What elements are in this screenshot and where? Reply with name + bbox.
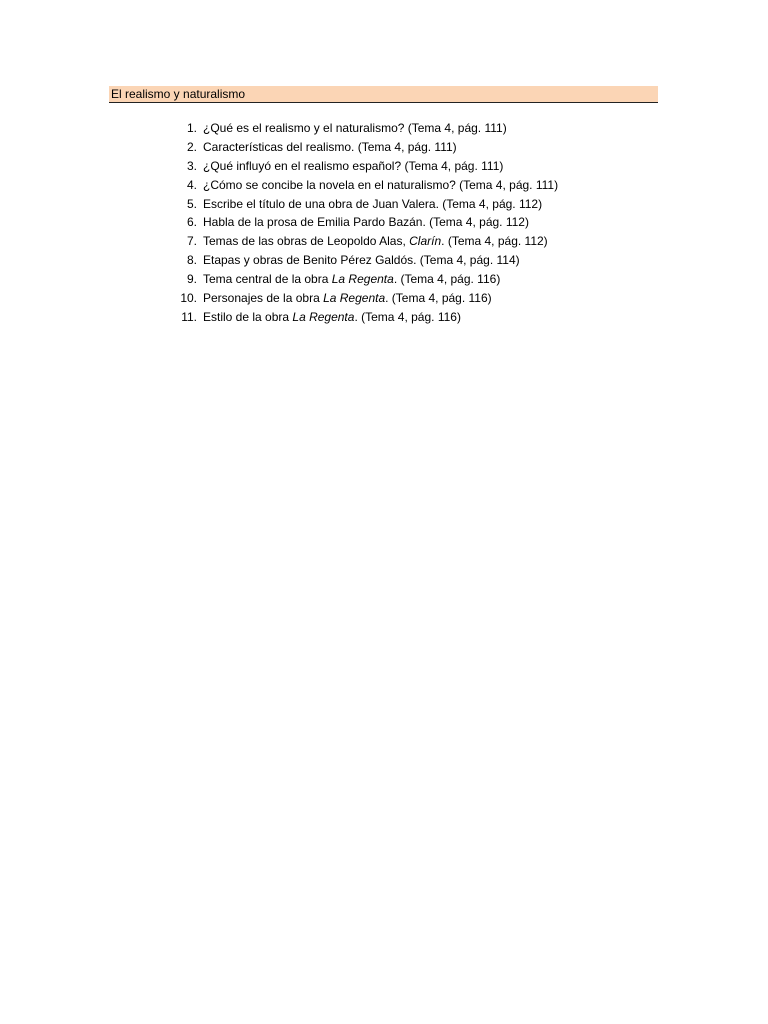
question-item (168, 270, 628, 289)
question-item (168, 157, 628, 176)
question-item (168, 308, 628, 327)
question-number: 10. (180, 291, 197, 306)
question-item (168, 176, 628, 195)
question-text: Habla de la prosa de Emilia Pardo Bazán. (Tema 4, pág. 112) (203, 215, 529, 230)
italic-title: La Regenta (331, 272, 394, 287)
italic-title: Clarín (409, 234, 442, 249)
question-item (168, 119, 628, 138)
question-item (168, 195, 628, 214)
question-number: 4. (186, 177, 197, 192)
question-number: 6. (186, 215, 197, 230)
question-text: Estilo de la obra La Regenta. (Tema 4, pág. 116) (203, 309, 461, 324)
section-header (109, 86, 658, 103)
question-text: Características del realismo. (Tema 4, pág. 111) (203, 139, 457, 154)
question-text: ¿Qué influyó en el realismo español? (Tema 4, pág. 111) (203, 158, 504, 173)
question-number: 9. (186, 272, 197, 287)
question-item (168, 213, 628, 232)
question-number: 7. (186, 234, 197, 249)
question-number: 3. (186, 158, 197, 173)
question-number: 11. (181, 309, 197, 324)
question-text: Personajes de la obra La Regenta. (Tema 4, pág. 116) (203, 291, 492, 306)
question-number: 2. (186, 139, 197, 154)
question-number: 8. (186, 253, 197, 268)
question-item (168, 138, 628, 157)
question-number: 5. (186, 196, 197, 211)
question-item (168, 232, 628, 251)
question-text: Escribe el título de una obra de Juan Valera. (Tema 4, pág. 112) (203, 196, 543, 211)
question-number: 1. (186, 121, 197, 135)
question-item (168, 289, 628, 308)
italic-title: La Regenta (323, 291, 386, 306)
italic-title: La Regenta (292, 309, 355, 324)
question-text: Tema central de la obra La Regenta. (Tema 4, pág. 116) (203, 272, 501, 287)
question-list (168, 119, 628, 327)
question-text: Etapas y obras de Benito Pérez Galdós. (Tema 4, pág. 114) (203, 253, 520, 268)
question-text: ¿Qué es el realismo y el naturalismo? (Tema 4, pág. 111) (203, 121, 507, 135)
question-text: Temas de las obras de Leopoldo Alas, Clarín. (Tema 4, pág. 112) (203, 234, 548, 249)
question-item (168, 251, 628, 270)
section-title: El realismo y naturalismo (111, 87, 246, 101)
question-text: ¿Cómo se concibe la novela en el naturalismo? (Tema 4, pág. 111) (203, 177, 559, 192)
